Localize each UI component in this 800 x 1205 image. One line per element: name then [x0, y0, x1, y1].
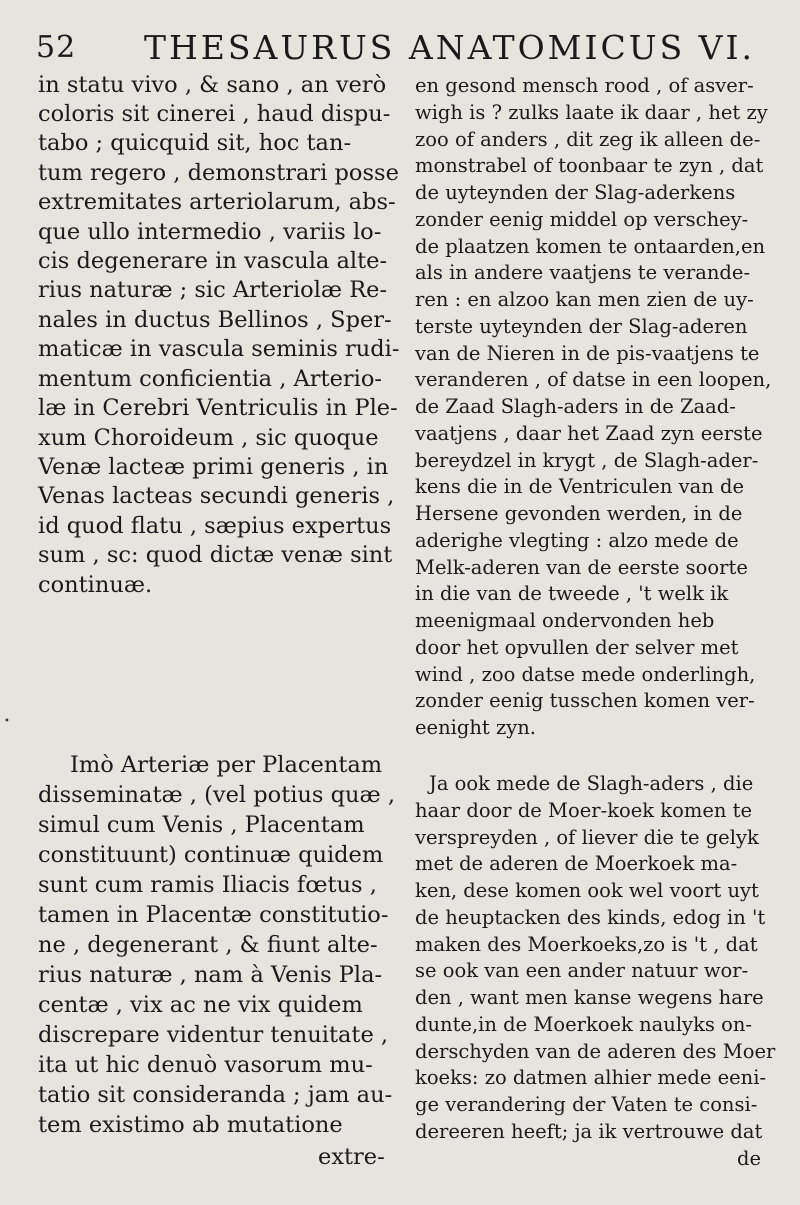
dutch-line: veranderen , of datse in een loopen,: [415, 368, 772, 391]
latin-line: coloris sit cinerei , haud dispu-: [38, 101, 391, 127]
dutch-line: en gesond mensch rood , of asver-: [415, 74, 754, 97]
dutch-line: met de aderen de Moerkoek ma-: [415, 852, 738, 875]
dutch-line: de heuptacken des kinds, edog in 't: [415, 906, 766, 929]
page-number: 52: [36, 30, 77, 65]
latin-line: maticæ in vascula seminis rudi-: [38, 336, 400, 362]
dutch-line: vaatjens , daar het Zaad zyn eerste: [415, 422, 763, 445]
dutch-line: door het opvullen der selver met: [415, 636, 739, 659]
latin-line: constituunt) continuæ quidem: [38, 842, 384, 868]
dutch-line: haar door de Moer-koek komen te: [415, 799, 753, 822]
dutch-line: dereeren heeft; ja ik vertrouwe dat: [415, 1120, 763, 1143]
latin-line: tum regero , demonstrari posse: [38, 160, 399, 186]
latin-line: discrepare videntur tenuitate ,: [38, 1022, 389, 1048]
latin-line: rius naturæ , nam à Venis Pla-: [38, 962, 383, 988]
latin-line: simul cum Venis , Placentam: [38, 812, 365, 838]
latin-line: tabo ; quicquid sit, hoc tan-: [38, 130, 352, 156]
dutch-line: van de Nieren in de pis-vaatjens te: [415, 342, 760, 365]
latin-line: xum Choroideum , sic quoque: [38, 425, 379, 451]
catchword: de: [737, 1147, 762, 1170]
dutch-line: Ja ook mede de Slagh-aders , die: [429, 772, 754, 795]
dutch-line: kens die in de Ventriculen van de: [415, 475, 745, 498]
dutch-line: koeks: zo datmen alhier mede eeni-: [415, 1066, 767, 1089]
dutch-line: de plaatzen komen te ontaarden,en: [415, 235, 766, 258]
running-title: THESAURUS ANATOMICUS VI.: [144, 28, 756, 67]
dutch-line: de uyteynden der Slag-aderkens: [415, 181, 736, 204]
latin-line: sum , sc: quod dictæ venæ sint: [38, 542, 393, 568]
dutch-line: Melk-aderen van de eerste soorte: [415, 556, 748, 579]
dutch-line: als in andere vaatjens te verande-: [415, 261, 751, 284]
latin-line: Venæ lacteæ primi generis , in: [38, 454, 389, 480]
latin-line: continuæ.: [38, 572, 153, 598]
latin-line: que ullo intermedio , variis lo-: [38, 219, 382, 245]
dutch-line: ren : en alzoo kan men zien de uy-: [415, 288, 754, 311]
dutch-line: wind , zoo datse mede onderlingh,: [415, 663, 756, 686]
gutter-mark: •: [4, 716, 10, 727]
dutch-line: Hersene gevonden werden, in de: [415, 502, 743, 525]
latin-line: cis degenerare in vascula alte-: [38, 248, 388, 274]
latin-line: nales in ductus Bellinos , Sper-: [38, 307, 392, 333]
latin-line: sunt cum ramis Iliacis fœtus ,: [38, 872, 377, 898]
dutch-line: aderighe vlegting : alzo mede de: [415, 529, 739, 552]
latin-line: Imò Arteriæ per Placentam: [70, 752, 383, 778]
latin-line: ne , degenerant , & fiunt alte-: [38, 932, 378, 958]
latin-line: in statu vivo , & sano , an verò: [38, 72, 387, 98]
page-header: [36, 30, 756, 70]
dutch-line: eenight zyn.: [415, 716, 536, 739]
latin-line: extremitates arteriolarum, abs-: [38, 189, 396, 215]
latin-line: id quod flatu , sæpius expertus: [38, 513, 392, 539]
latin-line: læ in Cerebri Ventriculis in Ple-: [38, 395, 398, 421]
dutch-line: derschyden van de aderen des Moer: [415, 1040, 776, 1063]
latin-line: centæ , vix ac ne vix quidem: [38, 992, 363, 1018]
dutch-line: de Zaad Slagh-aders in de Zaad-: [415, 395, 736, 418]
latin-line: tatio sit consideranda ; jam au-: [38, 1082, 393, 1108]
dutch-line: monstrabel of toonbaar te zyn , dat: [415, 154, 764, 177]
dutch-line: zoo of anders , dit zeg ik alleen de-: [415, 128, 761, 151]
dutch-line: zonder eenig tusschen komen ver-: [415, 689, 755, 712]
dutch-line: terste uyteynden der Slag-aderen: [415, 315, 748, 338]
dutch-line: se ook van een ander natuur wor-: [415, 959, 749, 982]
dutch-line: bereydzel in krygt , de Slagh-ader-: [415, 449, 759, 472]
dutch-line: ge verandering der Vaten te consi-: [415, 1093, 758, 1116]
dutch-line: in die van de tweede , 't welk ik: [415, 582, 729, 605]
catchword: extre-: [318, 1144, 385, 1170]
dutch-line: den , want men kanse wegens hare: [415, 986, 764, 1009]
dutch-line: verspreyden , of liever die te gelyk: [415, 826, 759, 849]
dutch-line: zonder eenig middel op verschey-: [415, 208, 749, 231]
latin-line: ita ut hic denuò vasorum mu-: [38, 1052, 373, 1078]
dutch-line: dunte,in de Moerkoek naulyks on-: [415, 1013, 752, 1036]
latin-line: rius naturæ ; sic Arteriolæ Re-: [38, 277, 388, 303]
dutch-line: ken, dese komen ook wel voort uyt: [415, 879, 759, 902]
latin-line: mentum conficientia , Arterio-: [38, 366, 382, 392]
dutch-line: wigh is ? zulks laate ik daar , het zy: [415, 101, 768, 124]
dutch-line: maken des Moerkoeks,zo is 't , dat: [415, 933, 758, 956]
latin-line: disseminatæ , (vel potius quæ ,: [38, 782, 395, 808]
latin-line: Venas lacteas secundi generis ,: [38, 483, 395, 509]
dutch-line: meenigmaal ondervonden heb: [415, 609, 715, 632]
latin-line: tem existimo ab mutatione: [38, 1112, 343, 1138]
latin-line: tamen in Placentæ constitutio-: [38, 902, 389, 928]
